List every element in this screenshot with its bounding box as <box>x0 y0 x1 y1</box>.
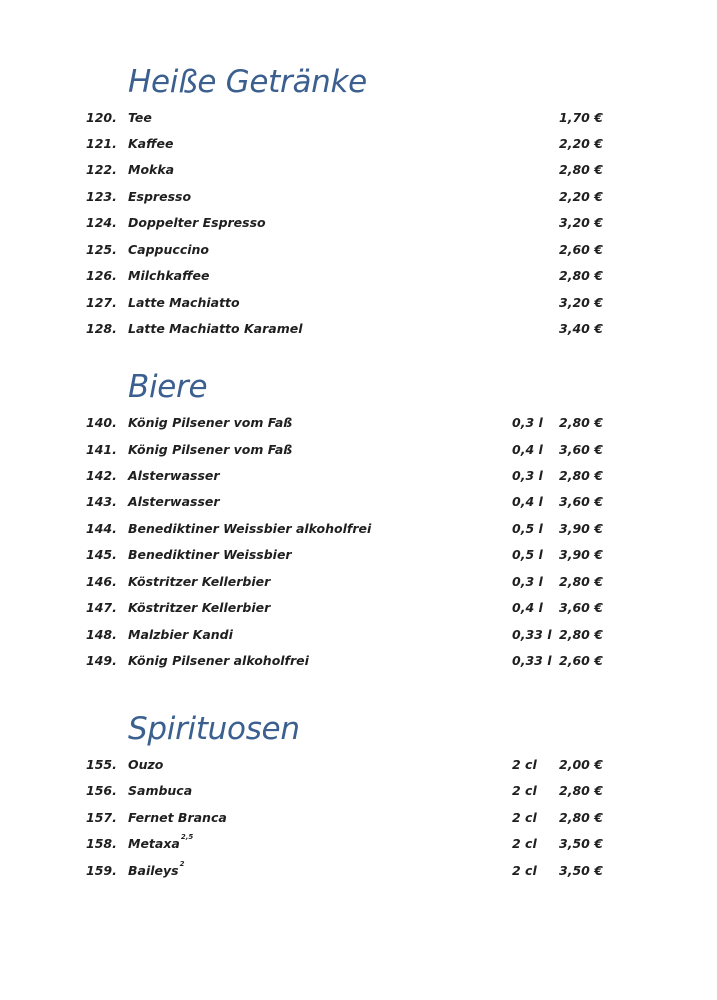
item-price: 3,60 € <box>559 494 603 509</box>
item-volume: 2 cl <box>512 783 537 798</box>
item-name: Metaxa <box>128 836 180 851</box>
item-price: 2,80 € <box>559 468 603 483</box>
item-number: 145. <box>86 547 117 562</box>
item-price: 3,60 € <box>559 600 603 615</box>
item-volume: 0,3 l <box>512 468 543 483</box>
item-price: 2,60 € <box>559 653 603 668</box>
item-price: 2,80 € <box>559 574 603 589</box>
item-name: Benediktiner Weissbier <box>128 547 292 562</box>
item-volume: 2 cl <box>512 757 537 772</box>
item-volume: 0,4 l <box>512 442 543 457</box>
item-price: 3,40 € <box>559 321 603 336</box>
menu-item <box>0 413 717 433</box>
item-number: 147. <box>86 600 117 615</box>
item-volume: 0,33 l <box>512 653 552 668</box>
allergen-footnote: 2 <box>179 859 185 868</box>
item-volume: 2 cl <box>512 863 537 878</box>
item-name: König Pilsener vom Faß <box>128 442 293 457</box>
item-name: Alsterwasser <box>128 468 220 483</box>
item-number: 146. <box>86 574 117 589</box>
item-price: 1,70 € <box>559 110 603 125</box>
item-name: Köstritzer Kellerbier <box>128 574 271 589</box>
menu-item <box>0 293 717 313</box>
item-name: Cappuccino <box>128 242 209 257</box>
item-number: 158. <box>86 836 117 851</box>
item-name: König Pilsener alkoholfrei <box>128 653 309 668</box>
item-price: 2,80 € <box>559 268 603 283</box>
item-name-wrap <box>128 834 193 854</box>
item-name: Tee <box>128 110 152 125</box>
menu-item <box>0 598 717 618</box>
menu-item <box>0 861 717 881</box>
item-volume: 0,33 l <box>512 627 552 642</box>
menu-item <box>0 160 717 180</box>
item-volume: 2 cl <box>512 810 537 825</box>
item-volume: 0,5 l <box>512 521 543 536</box>
section-title: Heiße Getränke <box>128 64 367 100</box>
item-name: Alsterwasser <box>128 494 220 509</box>
item-volume: 2 cl <box>512 836 537 851</box>
item-price: 2,80 € <box>559 783 603 798</box>
menu-item <box>0 134 717 154</box>
item-number: 148. <box>86 627 117 642</box>
menu-item <box>0 266 717 286</box>
item-number: 159. <box>86 863 117 878</box>
menu-item <box>0 572 717 592</box>
item-number: 127. <box>86 295 117 310</box>
item-price: 2,00 € <box>559 757 603 772</box>
item-number: 142. <box>86 468 117 483</box>
item-name: Benediktiner Weissbier alkoholfrei <box>128 521 372 536</box>
item-price: 2,80 € <box>559 810 603 825</box>
menu-item <box>0 755 717 775</box>
item-price: 2,60 € <box>559 242 603 257</box>
item-name: Doppelter Espresso <box>128 215 266 230</box>
item-volume: 0,4 l <box>512 600 543 615</box>
item-number: 128. <box>86 321 117 336</box>
item-price: 2,80 € <box>559 415 603 430</box>
menu-item <box>0 319 717 339</box>
section-title: Biere <box>128 369 208 405</box>
item-volume: 0,3 l <box>512 574 543 589</box>
menu-item <box>0 187 717 207</box>
item-number: 141. <box>86 442 117 457</box>
item-number: 143. <box>86 494 117 509</box>
item-number: 149. <box>86 653 117 668</box>
item-number: 123. <box>86 189 117 204</box>
item-name: Mokka <box>128 162 175 177</box>
item-price: 3,60 € <box>559 442 603 457</box>
menu-item <box>0 834 717 854</box>
menu-item <box>0 808 717 828</box>
item-price: 2,80 € <box>559 162 603 177</box>
item-name: Köstritzer Kellerbier <box>128 600 271 615</box>
menu-item <box>0 108 717 128</box>
item-number: 157. <box>86 810 117 825</box>
item-price: 2,20 € <box>559 189 603 204</box>
item-number: 121. <box>86 136 117 151</box>
item-number: 144. <box>86 521 117 536</box>
item-price: 2,80 € <box>559 627 603 642</box>
item-name: Kaffee <box>128 136 174 151</box>
item-volume: 0,4 l <box>512 494 543 509</box>
item-price: 3,90 € <box>559 521 603 536</box>
item-number: 125. <box>86 242 117 257</box>
item-price: 3,90 € <box>559 547 603 562</box>
item-price: 2,20 € <box>559 136 603 151</box>
item-number: 122. <box>86 162 117 177</box>
menu-item <box>0 466 717 486</box>
item-number: 156. <box>86 783 117 798</box>
item-name: Latte Machiatto <box>128 295 240 310</box>
item-name: Espresso <box>128 189 192 204</box>
menu-item <box>0 240 717 260</box>
item-number: 120. <box>86 110 117 125</box>
item-name-wrap <box>128 861 184 881</box>
item-price: 3,50 € <box>559 863 603 878</box>
item-name: Ouzo <box>128 757 164 772</box>
item-name: Malzbier Kandi <box>128 627 233 642</box>
item-name: König Pilsener vom Faß <box>128 415 293 430</box>
menu-item <box>0 625 717 645</box>
allergen-footnote: 2,5 <box>180 832 194 841</box>
menu-item <box>0 651 717 671</box>
item-name: Fernet Branca <box>128 810 227 825</box>
item-name: Sambuca <box>128 783 193 798</box>
item-price: 3,50 € <box>559 836 603 851</box>
menu-item <box>0 440 717 460</box>
item-number: 155. <box>86 757 117 772</box>
item-name: Baileys <box>128 863 179 878</box>
menu-item <box>0 213 717 233</box>
item-name: Milchkaffee <box>128 268 210 283</box>
item-name: Latte Machiatto Karamel <box>128 321 303 336</box>
item-number: 140. <box>86 415 117 430</box>
menu-item <box>0 492 717 512</box>
item-number: 124. <box>86 215 117 230</box>
item-price: 3,20 € <box>559 295 603 310</box>
item-volume: 0,5 l <box>512 547 543 562</box>
section-title: Spirituosen <box>128 711 300 747</box>
item-number: 126. <box>86 268 117 283</box>
menu-item <box>0 781 717 801</box>
item-price: 3,20 € <box>559 215 603 230</box>
menu-item <box>0 545 717 565</box>
item-volume: 0,3 l <box>512 415 543 430</box>
menu-item <box>0 519 717 539</box>
